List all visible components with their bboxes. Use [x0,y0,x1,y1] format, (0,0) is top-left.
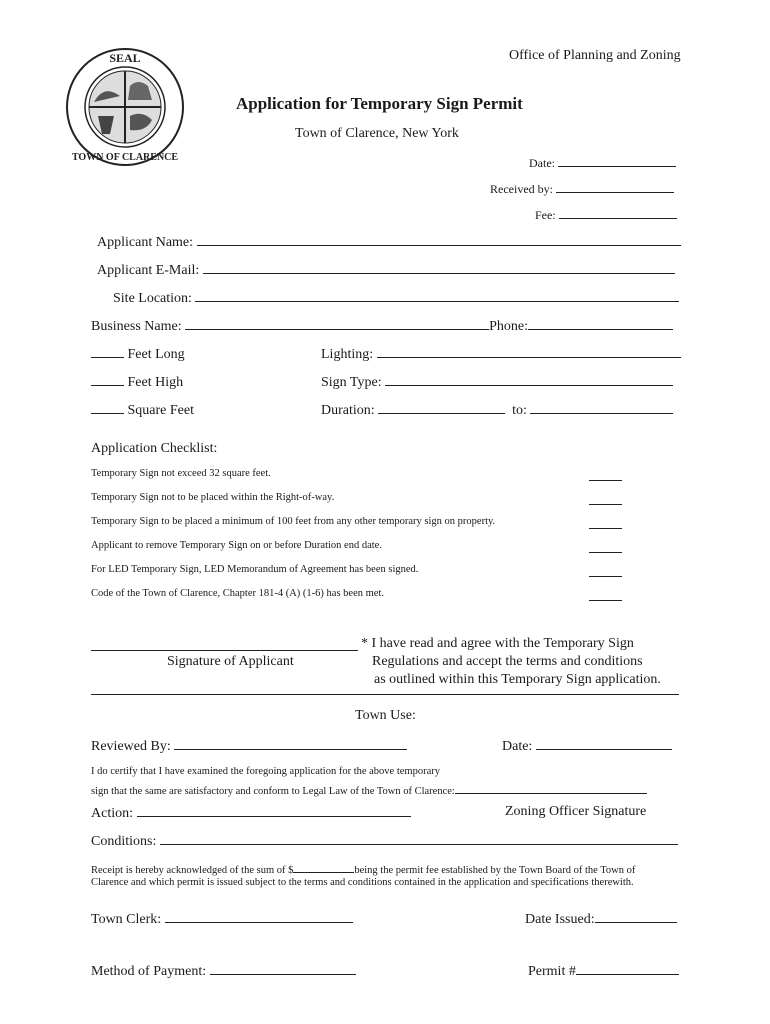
checklist-item: Temporary Sign to be placed a minimum of 100 feet from any other temporary sign on property. [91,516,496,527]
office-name: Office of Planning and Zoning [509,48,681,63]
town-clerk-field[interactable]: Town Clerk: [91,910,353,928]
seal-top-text: SEAL [109,51,141,65]
checklist-item: Temporary Sign not to be placed within the Right-of-way. [91,492,335,503]
review-date-field[interactable]: Date: [502,737,672,755]
applicant-name-field[interactable]: Applicant Name: [97,233,681,251]
sign-type-field[interactable]: Sign Type: [321,373,673,391]
to-label: to: [512,403,527,418]
checklist-item: Code of the Town of Clarence, Chapter 181-4 (A) (1-6) has been met. [91,588,384,599]
receipt-text-1: Receipt is hereby acknowledged of the sum of $ being the permit fee established by the Town Board of the Town of [91,862,635,876]
certify-text-1: I do certify that I have examined the foregoing application for the above temporary [91,766,440,777]
business-name-field[interactable]: Business Name: Phone: [91,317,673,335]
fee-field[interactable]: Fee: [535,206,677,223]
section-divider [91,694,679,695]
checklist-item: Applicant to remove Temporary Sign on or before Duration end date. [91,540,382,551]
square-feet-field[interactable]: Square Feet [91,401,194,419]
checklist-checkbox[interactable] [589,480,622,481]
receipt-text-2: Clarence and which permit is issued subject to the terms and conditions contained in the application and specifications therewith. [91,877,634,888]
method-of-payment-field[interactable]: Method of Payment: [91,962,356,980]
town-use-heading: Town Use: [355,708,416,723]
agreement-line-3: as outlined within this Temporary Sign application. [374,672,661,687]
checklist-checkbox[interactable] [589,576,622,577]
town-seal-logo [64,46,186,168]
conditions-field[interactable]: Conditions: [91,832,678,850]
feet-high-field[interactable]: Feet High [91,373,183,391]
site-location-field[interactable]: Site Location: [113,289,679,307]
checklist-checkbox[interactable] [589,528,622,529]
signature-label: Signature of Applicant [167,654,294,669]
permit-number-field[interactable]: Permit # [528,962,679,980]
action-field[interactable]: Action: [91,804,411,822]
checklist-checkbox[interactable] [589,552,622,553]
date-issued-field[interactable]: Date Issued: [525,910,677,928]
checklist-checkbox[interactable] [589,504,622,505]
office-date-field[interactable]: Date: [529,154,676,171]
lighting-field[interactable]: Lighting: [321,345,681,363]
agreement-line-2: Regulations and accept the terms and conditions [372,654,643,669]
applicant-email-field[interactable]: Applicant E-Mail: [97,261,675,279]
fee-amount-field[interactable] [293,862,354,873]
phone-field[interactable] [528,317,673,330]
zoning-officer-signature-label: Zoning Officer Signature [505,804,647,819]
reviewed-by-field[interactable]: Reviewed By: [91,737,407,755]
seal-bottom-text: TOWN OF CLARENCE [71,152,179,163]
received-by-field[interactable]: Received by: [490,180,674,197]
page-subtitle: Town of Clarence, New York [295,126,459,141]
checklist-checkbox[interactable] [589,600,622,601]
checklist-item: Temporary Sign not exceed 32 square feet. [91,468,271,479]
duration-field[interactable]: Duration: to: [321,401,673,419]
duration-end-field[interactable] [530,401,673,414]
checklist-item: For LED Temporary Sign, LED Memorandum of Agreement has been signed. [91,564,419,575]
applicant-signature-line[interactable] [91,650,358,651]
certify-text-2: sign that the same are satisfactory and conform to Legal Law of the Town of Clarence: [91,783,647,797]
checklist-heading: Application Checklist: [91,441,218,456]
agreement-line-1: * I have read and agree with the Temporary Sign [361,636,634,651]
zoning-signature-line[interactable] [455,783,647,794]
feet-long-field[interactable]: Feet Long [91,345,185,363]
page-title: Application for Temporary Sign Permit [236,94,523,113]
phone-label: Phone: [489,319,528,334]
